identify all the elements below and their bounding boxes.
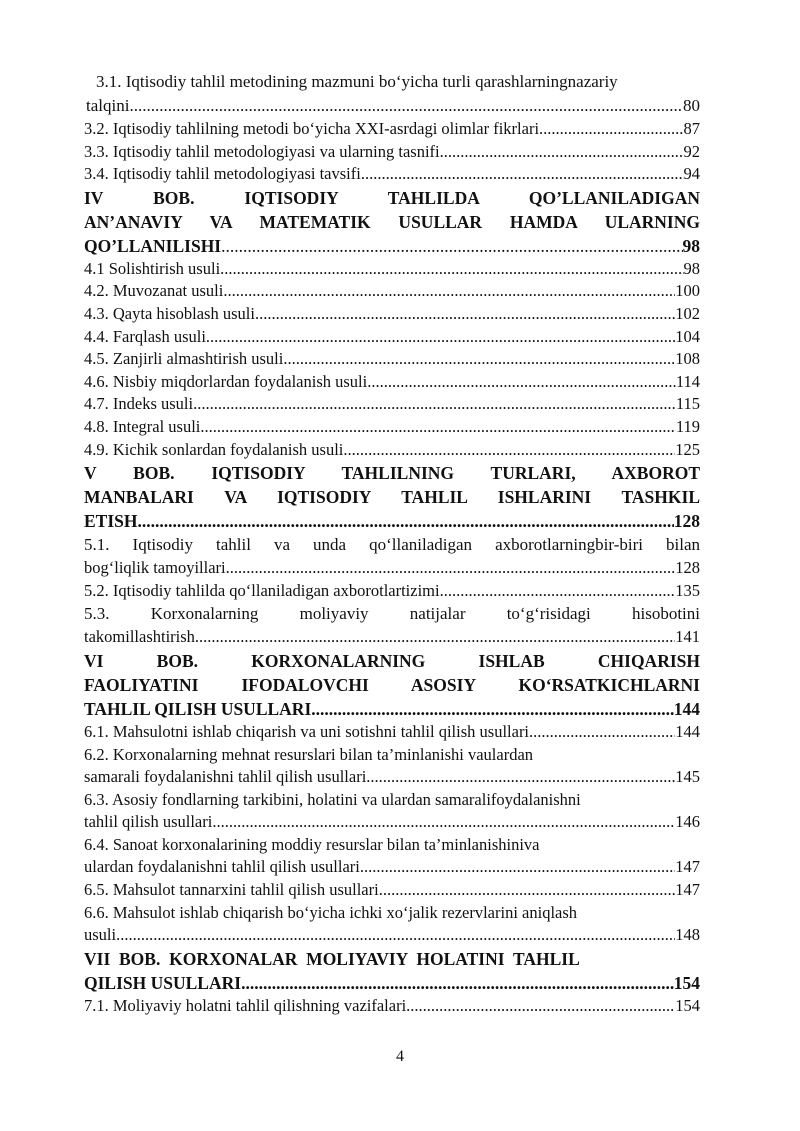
toc-chapter-5[interactable]: ETISH ..... 128 bbox=[84, 509, 700, 533]
toc-entry-4-4[interactable]: 4.4. Farqlash usuli ..... 104 bbox=[84, 326, 700, 349]
chapter-4-heading-line2: AN’ANAVIY VA MATEMATIK USULLAR HAMDA ULARNING bbox=[84, 211, 700, 232]
toc-entry-5-3-line1: 5.3. Korxonalarning moliyaviy natijalar to‘g‘risidagi hisobotini bbox=[84, 604, 700, 624]
toc-entry-6-1[interactable]: 6.1. Mahsulotni ishlab chiqarish va uni sotishni tahlil qilish usullari ..... 144 bbox=[84, 721, 700, 744]
toc-entry-5-2[interactable]: 5.2. Iqtisodiy tahlilda qo‘llaniladigan axborotlartizimi ..... 135 bbox=[84, 580, 700, 603]
toc-entry-6-3-line1: 6.3. Asosiy fondlarning tarkibini, holatini va ulardan samaralifoydalanishni bbox=[84, 789, 581, 809]
toc-entry-6-6-line1: 6.6. Mahsulot ishlab chiqarish bo‘yicha ichki xo‘jalik rezervlarini aniqlash bbox=[84, 902, 578, 922]
toc-entry-6-2-line1: 6.2. Korxonalarning mehnat resurslari bilan ta’minlanishi vaulardan bbox=[84, 744, 534, 764]
chapter-4-heading-line1: IV BOB. IQTISODIY TAHLILDA QO’LLANILADIGAN bbox=[84, 187, 700, 208]
toc-entry-4-8[interactable]: 4.8. Integral usuli ..... 119 bbox=[84, 416, 700, 439]
chapter-5-heading-line2: MANBALARI VA IQTISODIY TAHLIL ISHLARINI TASHKIL bbox=[84, 487, 700, 508]
toc-entry-4-9[interactable]: 4.9. Kichik sonlardan foydalanish usuli ..... 125 bbox=[84, 439, 700, 462]
toc-entry-4-1[interactable]: 4.1 Solishtirish usuli ..... 98 bbox=[84, 258, 700, 281]
toc-entry-3-3[interactable]: 3.3. Iqtisodiy tahlil metodologiyasi va ularning tasnifi ..... 92 bbox=[84, 141, 700, 164]
toc-entry-6-3[interactable]: tahlil qilish usullari ..... 146 bbox=[84, 811, 700, 834]
toc-entry-3-4[interactable]: 3.4. Iqtisodiy tahlil metodologiyasi tavsifi ..... 94 bbox=[84, 163, 700, 186]
chapter-6-heading-line1: VI BOB. KORXONALARNING ISHLAB CHIQARISH bbox=[84, 650, 700, 671]
toc-entry-6-2[interactable]: samarali foydalanishni tahlil qilish usullari ..... 145 bbox=[84, 766, 700, 789]
chapter-7-heading-line1: VII BOB. KORXONALAR MOLIYAVIY HOLATINI TAHLIL bbox=[84, 948, 580, 969]
toc-chapter-7[interactable]: QILISH USULLARI ..... 154 bbox=[84, 971, 700, 995]
toc-entry-4-7[interactable]: 4.7. Indeks usuli ..... 115 bbox=[84, 393, 700, 416]
toc-entry-5-1[interactable]: bog‘liqlik tamoyillari ..... 128 bbox=[84, 557, 700, 580]
toc-entry-7-1[interactable]: 7.1. Moliyaviy holatni tahlil qilishning vazifalari ..... 154 bbox=[84, 995, 700, 1018]
toc-chapter-4[interactable]: QO’LLANILISHI ..... 98 bbox=[84, 234, 700, 258]
toc-chapter-6[interactable]: TAHLIL QILISH USULLARI ..... 144 bbox=[84, 697, 700, 721]
toc-entry-4-6[interactable]: 4.6. Nisbiy miqdorlardan foydalanish usuli ..... 114 bbox=[84, 371, 700, 394]
toc-entry-6-6[interactable]: usuli ..... 148 bbox=[84, 924, 700, 947]
toc-entry-6-5[interactable]: 6.5. Mahsulot tannarxini tahlil qilish usullari ..... 147 bbox=[84, 879, 700, 902]
chapter-5-heading-line1: V BOB. IQTISODIY TAHLILNING TURLARI, AXBOROT bbox=[84, 463, 700, 484]
toc-entry-6-4-line1: 6.4. Sanoat korxonalarining moddiy resurslar bilan ta’minlanishiniva bbox=[84, 834, 540, 854]
table-of-contents bbox=[84, 70, 700, 1017]
toc-entry-4-5[interactable]: 4.5. Zanjirli almashtirish usuli ..... 108 bbox=[84, 348, 700, 371]
toc-entry-5-1-line1: 5.1. Iqtisodiy tahlil va unda qo‘llaniladigan axborotlarningbir-biri bilan bbox=[84, 535, 700, 555]
page-number: 4 bbox=[396, 1048, 404, 1065]
toc-entry-4-2[interactable]: 4.2. Muvozanat usuli ..... 100 bbox=[84, 280, 700, 303]
toc-entry-6-4[interactable]: ulardan foydalanishni tahlil qilish usullari ..... 147 bbox=[84, 856, 700, 879]
chapter-6-heading-line2: FAOLIYATINI IFODALOVCHI ASOSIY KO‘RSATKICHLARNI bbox=[84, 674, 700, 695]
toc-entry-4-3[interactable]: 4.3. Qayta hisoblash usuli ..... 102 bbox=[84, 303, 700, 326]
toc-entry-3-1[interactable]: talqini ..... 80 bbox=[84, 94, 700, 118]
toc-entry-3-2[interactable]: 3.2. Iqtisodiy tahlilning metodi bo‘yicha XXI-asrdagi olimlar fikrlari ..... 87 bbox=[84, 118, 700, 141]
toc-entry-3-1-line1: 3.1. Iqtisodiy tahlil metodining mazmuni bo‘yicha turli qarashlarningnazariy bbox=[96, 72, 618, 91]
toc-entry-5-3[interactable]: takomillashtirish ..... 141 bbox=[84, 626, 700, 649]
